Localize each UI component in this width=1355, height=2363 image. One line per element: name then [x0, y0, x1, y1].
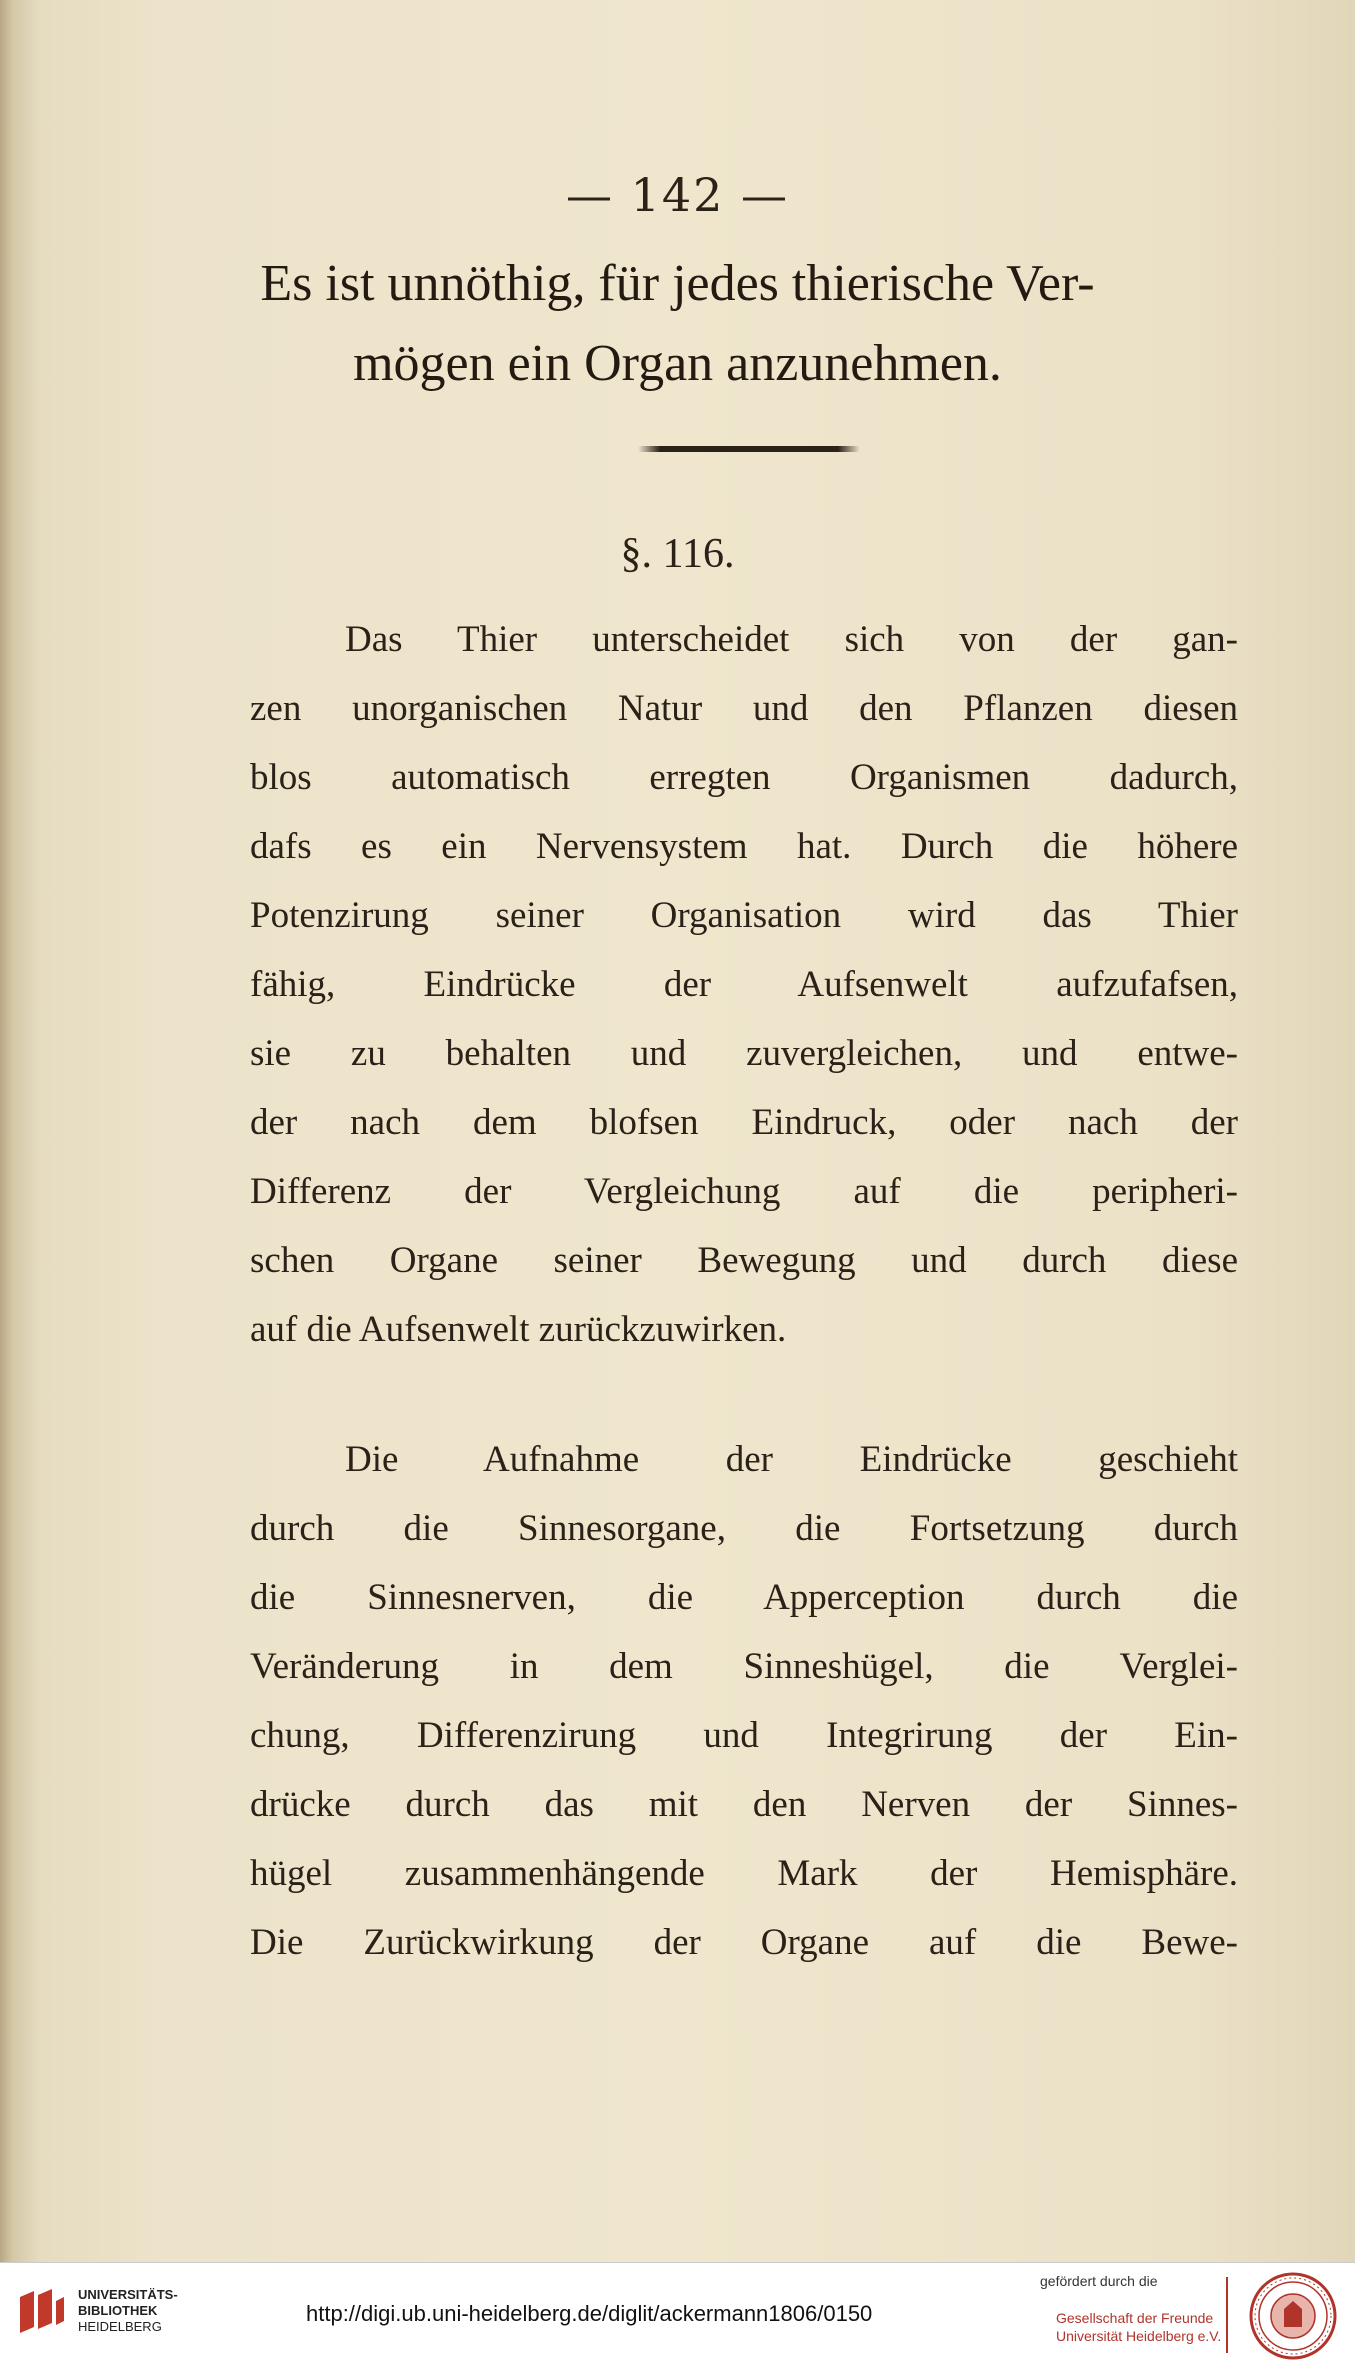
text-line: sie zu behalten und zuvergleichen, und entwe-: [250, 1033, 1238, 1074]
text-line: dafs es ein Nervensystem hat. Durch die höhere: [250, 826, 1238, 867]
text-line: zen unorganischen Natur und den Pflanzen diesen: [250, 688, 1238, 729]
text-line: hügel zusammenhängende Mark der Hemisphäre.: [250, 1853, 1238, 1894]
text-line: Die Aufnahme der Eindrücke geschieht: [345, 1439, 1238, 1480]
text-line: chung, Differenzirung und Integrirung der Ein-: [250, 1715, 1238, 1756]
library-name-line: HEIDELBERG: [78, 2319, 162, 2334]
paragraph-1: [250, 605, 1238, 1364]
text-line: Die Zurückwirkung der Organe auf die Bewe-: [250, 1922, 1238, 1963]
sponsor-divider: [1226, 2277, 1228, 2353]
paragraph-2: [250, 1425, 1238, 1977]
page-number: — 142 —: [565, 168, 790, 222]
text-line: Veränderung in dem Sinneshügel, die Verglei-: [250, 1646, 1238, 1687]
footer-bar: [0, 2262, 1355, 2363]
heading-line-1: Es ist unnöthig, für jedes thierische Ver-: [260, 255, 1095, 312]
text-line: der nach dem blofsen Eindruck, oder nach der: [250, 1102, 1238, 1143]
sponsor-line: Gesellschaft der Freunde: [1056, 2310, 1214, 2326]
text-line: Das Thier unterscheidet sich von der gan-: [345, 619, 1238, 660]
text-line: Potenzirung seiner Organisation wird das Thier: [250, 895, 1238, 936]
section-divider: [638, 446, 860, 452]
text-line: auf die Aufsenwelt zurückzuwirken.: [250, 1309, 787, 1350]
text-line: drücke durch das mit den Nerven der Sinnes-: [250, 1784, 1238, 1825]
library-name-line: BIBLIOTHEK: [78, 2303, 158, 2318]
library-name-line: UNIVERSITÄTS-: [78, 2287, 178, 2302]
text-line: schen Organe seiner Bewegung und durch diese: [250, 1240, 1238, 1281]
sponsor-intro: gefördert durch die: [1040, 2273, 1158, 2289]
text-line: die Sinnesnerven, die Apperception durch die: [250, 1577, 1238, 1618]
library-name: [78, 2287, 178, 2335]
text-line: blos automatisch erregten Organismen dadurch,: [250, 757, 1238, 798]
sponsor-line: Universität Heidelberg e.V.: [1056, 2328, 1222, 2344]
section-number: §. 116.: [620, 531, 735, 577]
heading-line-2: mögen ein Organ anzunehmen.: [353, 335, 1002, 392]
text-line: durch die Sinnesorgane, die Fortsetzung durch: [250, 1508, 1238, 1549]
permalink[interactable]: http://digi.ub.uni-heidelberg.de/diglit/ackermann1806/0150: [306, 2301, 873, 2326]
text-line: Differenz der Vergleichung auf die peripheri-: [250, 1171, 1238, 1212]
sponsor-name: [1056, 2309, 1221, 2345]
text-line: fähig, Eindrücke der Aufsenwelt aufzufafsen,: [250, 964, 1238, 1005]
university-seal-icon: [1248, 2271, 1338, 2361]
library-logo-icon: [12, 2283, 70, 2341]
